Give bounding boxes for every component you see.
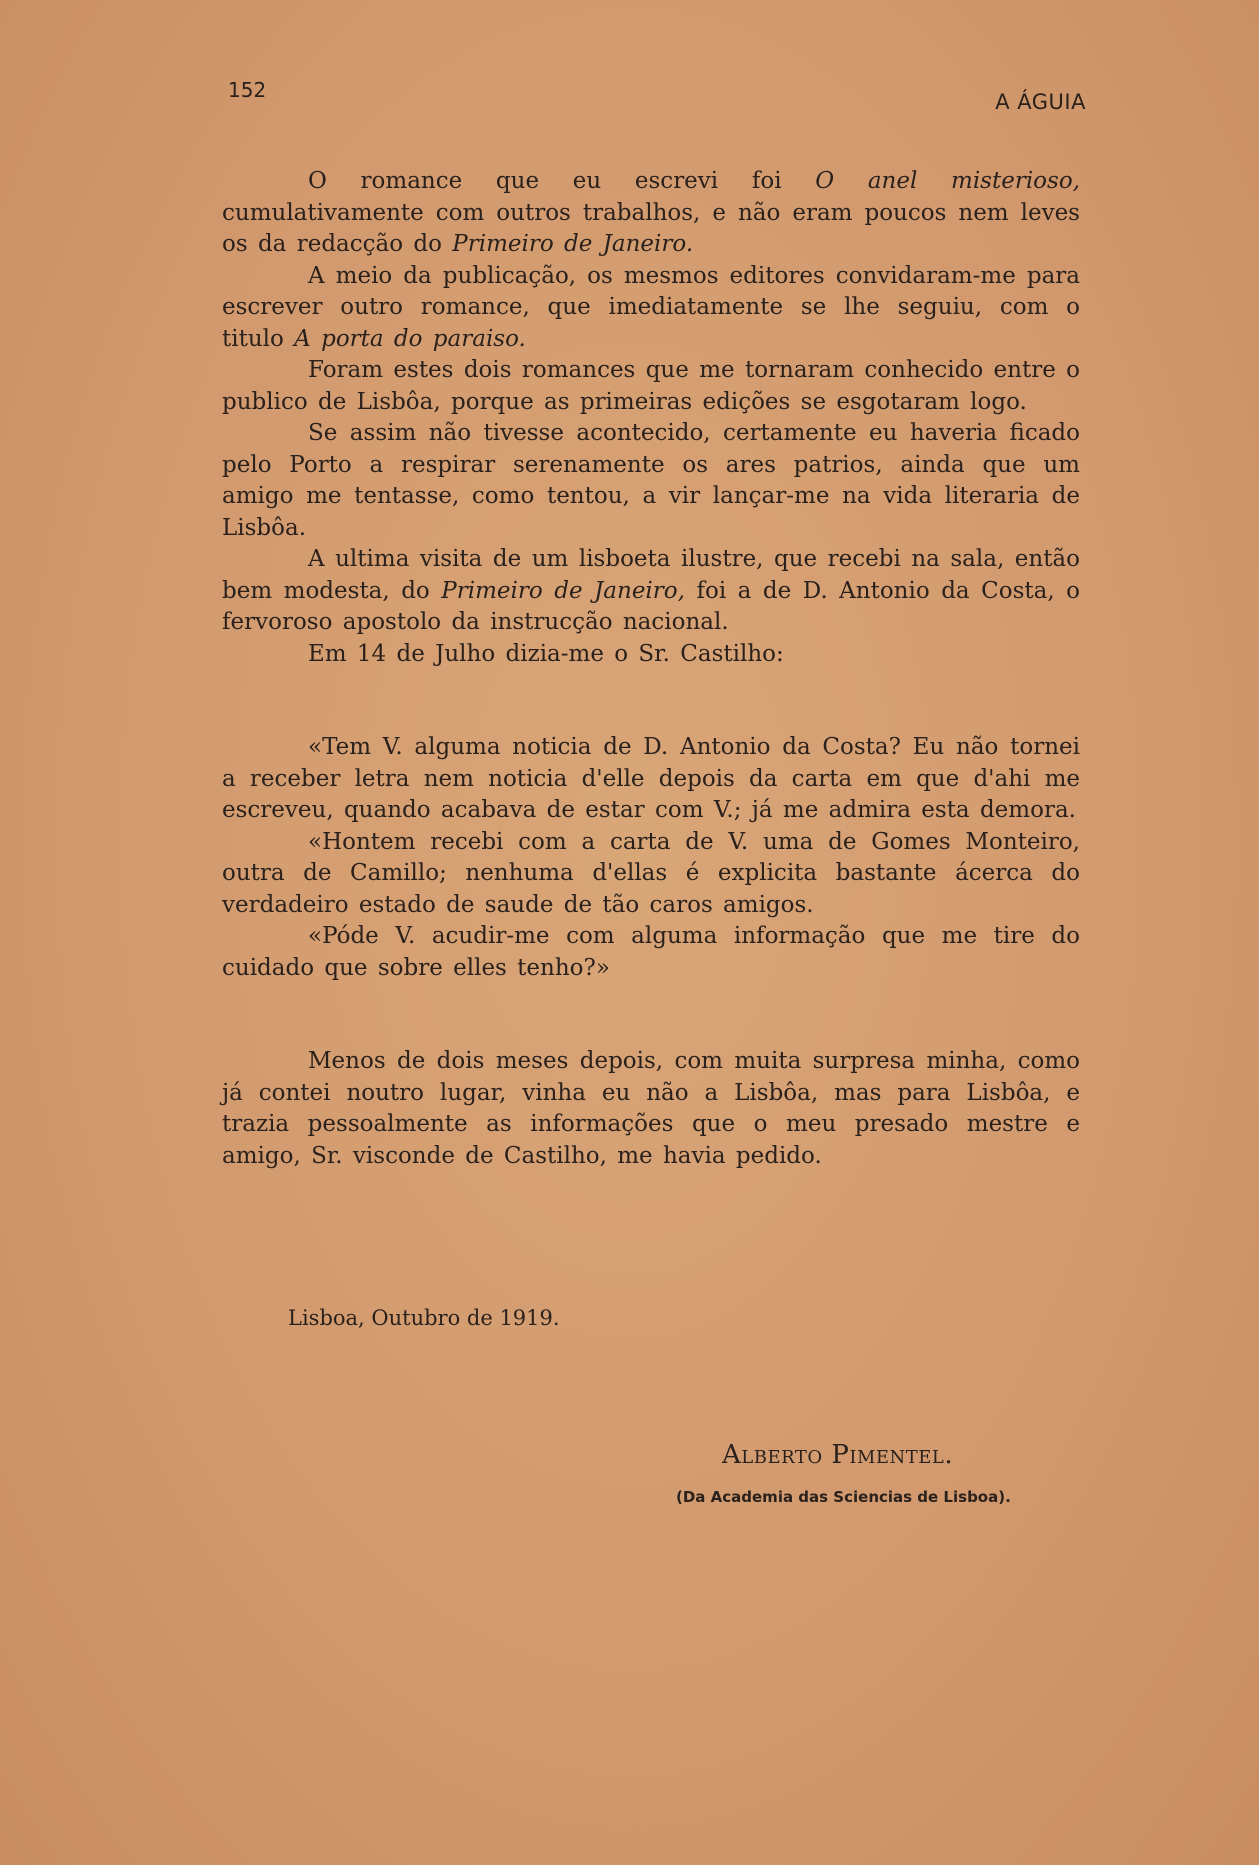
author-signature: Alberto Pimentel.: [722, 1440, 954, 1470]
author-affiliation: (Da Academia das Sciencias de Lisboa).: [676, 1488, 1011, 1506]
letter-quote-2: «Hontem recebi com a carta de V. uma de Gomes Monteiro, outra de Camillo; nenhuma d'ellas é explicita bastante ácerca do verdadeiro estado de saude de tão caros amigos.: [222, 828, 1080, 918]
letter-quote-1: «Tem V. alguma noticia de D. Antonio da Costa? Eu não tornei a receber letra nem noticia d'elle depois da carta em que d'ahi me escreveu, quando acabava de estar com V.; já me admira esta demora.: [222, 734, 1080, 823]
letter-quote-3: «Póde V. acudir-me com alguma informação que me tire do cuidado que sobre elles tenho?»: [222, 923, 1080, 981]
paragraph-5-text-a: A ultima visita de um lisboeta ilustre, que recebi na sala, então bem modesta, do: [222, 546, 1080, 604]
novel-title-anel: O anel misterioso,: [815, 168, 1080, 194]
page-number: 152: [228, 78, 267, 102]
paragraph-1: [222, 166, 1080, 261]
page-header: [228, 78, 1086, 118]
novel-title-porta: A porta do paraiso.: [294, 325, 526, 352]
paragraph-2-text: A meio da publicação, os mesmos editores convidaram-me para escrever outro romance, que imediatamente se lhe seguiu, com o titulo: [222, 262, 1080, 352]
paragraph-1-text-b: cumulativamente com outros trabalhos, e não eram poucos nem leves os da redacção do: [222, 199, 1080, 257]
paragraph-4: Se assim não tivesse acontecido, certamente eu haveria ficado pelo Porto a respirar serenamente os ares patrios, ainda que um amigo me tentasse, como tentou, a vir lançar-me na vida literaria de Lisbôa.: [222, 420, 1080, 541]
body-text: [222, 166, 1080, 1172]
paragraph-5: [222, 544, 1080, 639]
paragraph-2: [222, 261, 1080, 356]
paragraph-1-text-a: O romance que eu escrevi foi: [308, 168, 816, 194]
paragraph-3: Foram estes dois romances que me tornaram conhecido entre o publico de Lisbôa, porque as primeiras edições se esgotaram logo.: [222, 357, 1080, 415]
running-head: A ÁGUIA: [995, 90, 1086, 114]
newspaper-title-2: Primeiro de Janeiro,: [441, 577, 685, 604]
paragraph-7: Menos de dois meses depois, com muita surpresa minha, como já contei noutro lugar, vinha eu não a Lisbôa, mas para Lisbôa, e trazia pessoalmente as informações que o meu presado mestre e amigo, Sr. visconde de Castilho, me havia pedido.: [222, 1048, 1080, 1169]
newspaper-title: Primeiro de Janeiro.: [452, 231, 694, 257]
paragraph-5-text-b: foi a de D. Antonio da Costa, o fervoroso apostolo da instrucção nacional.: [222, 577, 1080, 635]
date-line: Lisboa, Outubro de 1919.: [288, 1306, 560, 1330]
paragraph-6: Em 14 de Julho dizia-me o Sr. Castilho:: [308, 640, 784, 667]
